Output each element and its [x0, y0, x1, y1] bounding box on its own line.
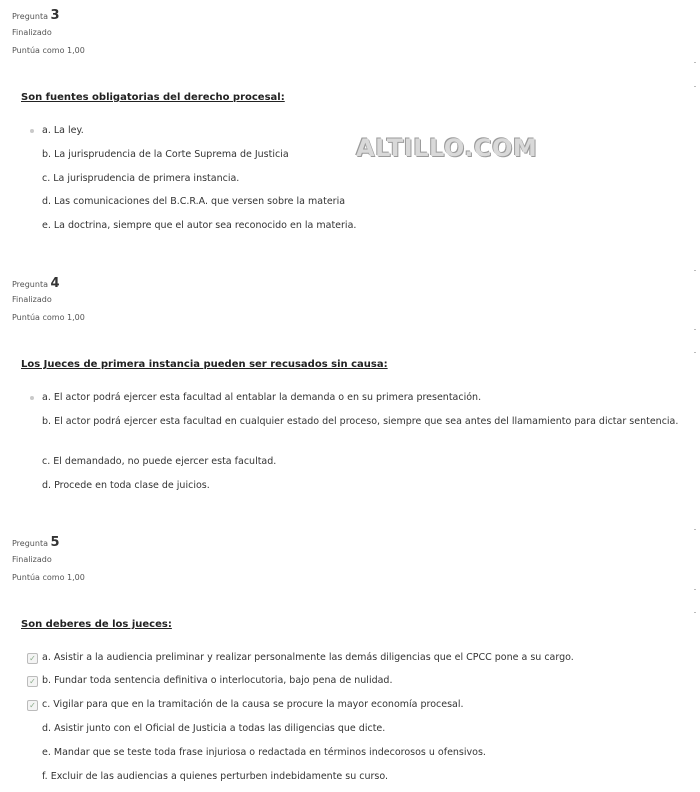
question-status: Finalizado: [12, 28, 52, 37]
answer-option[interactable]: b. El actor podrá ejercer esta facultad en cualquier estado del proceso, siempre que sea antes del llamamiento para dictar sentencia.: [42, 416, 679, 427]
question-header: [12, 8, 60, 23]
divider-dot: [694, 612, 696, 613]
divider-dot: [694, 529, 696, 530]
answer-option[interactable]: a. Asistir a la audiencia preliminar y realizar personalmente las demás diligencias que el CPCC pone a su cargo.: [42, 652, 574, 663]
divider-dot: [694, 62, 696, 63]
question-text: Son deberes de los jueces:: [21, 619, 172, 630]
question-number: 4: [50, 276, 60, 291]
answer-option[interactable]: a. El actor podrá ejercer esta facultad al entablar la demanda o en su primera presentación.: [42, 392, 482, 403]
answer-option[interactable]: d. Las comunicaciones del B.C.R.A. que versen sobre la materia: [42, 196, 346, 207]
question-header: [12, 535, 60, 550]
radio-bullet[interactable]: [30, 396, 34, 400]
question-status: Finalizado: [12, 555, 52, 564]
question-label: Pregunta: [12, 12, 48, 21]
answer-option[interactable]: e. Mandar que se teste toda frase injuriosa o redactada en términos indecorosos u ofensivos.: [42, 747, 486, 758]
answer-option[interactable]: f. Excluir de las audiencias a quienes perturben indebidamente su curso.: [42, 771, 389, 782]
question-score: Puntúa como 1,00: [12, 313, 85, 322]
answer-option[interactable]: c. El demandado, no puede ejercer esta facultad.: [42, 456, 277, 467]
question-number: 5: [50, 535, 60, 550]
answer-option[interactable]: d. Procede en toda clase de juicios.: [42, 480, 210, 491]
question-text: Los Jueces de primera instancia pueden ser recusados sin causa:: [21, 359, 388, 370]
question-header: [12, 276, 60, 291]
checkbox-checked-icon[interactable]: ✓: [27, 676, 38, 687]
answer-option[interactable]: a. La ley.: [42, 125, 84, 136]
question-score: Puntúa como 1,00: [12, 573, 85, 582]
question-score: Puntúa como 1,00: [12, 46, 85, 55]
divider-dot: [694, 352, 696, 353]
divider-dot: [694, 86, 696, 87]
radio-bullet[interactable]: [30, 129, 34, 133]
question-text: Son fuentes obligatorias del derecho procesal:: [21, 92, 285, 103]
question-status: Finalizado: [12, 295, 52, 304]
answer-option[interactable]: e. La doctrina, siempre que el autor sea reconocido en la materia.: [42, 220, 357, 231]
watermark-text: ALTILLO.COM: [356, 134, 538, 162]
divider-dot: [694, 329, 696, 330]
question-number: 3: [50, 8, 60, 23]
checkbox-checked-icon[interactable]: ✓: [27, 653, 38, 664]
question-label: Pregunta: [12, 539, 48, 548]
answer-option[interactable]: c. Vigilar para que en la tramitación de la causa se procure la mayor economía procesal.: [42, 699, 464, 710]
checkbox-checked-icon[interactable]: ✓: [27, 700, 38, 711]
answer-option[interactable]: b. Fundar toda sentencia definitiva o interlocutoria, bajo pena de nulidad.: [42, 675, 393, 686]
divider-dot: [694, 589, 696, 590]
answer-option[interactable]: b. La jurisprudencia de la Corte Suprema de Justicia: [42, 149, 289, 160]
answer-option[interactable]: c. La jurisprudencia de primera instancia.: [42, 173, 240, 184]
answer-option[interactable]: d. Asistir junto con el Oficial de Justicia a todas las diligencias que dicte.: [42, 723, 386, 734]
divider-dot: [694, 270, 696, 271]
question-label: Pregunta: [12, 280, 48, 289]
